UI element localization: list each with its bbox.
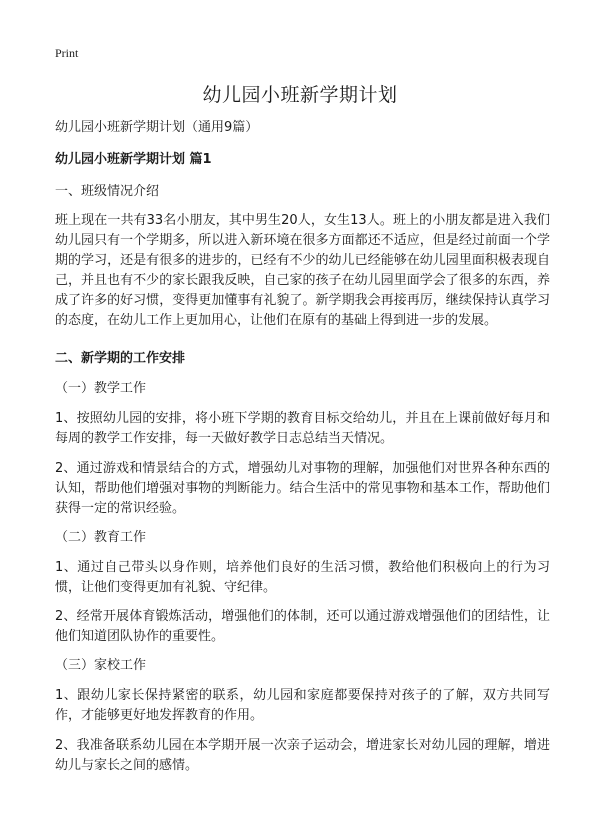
list-item-home-school-2: 2、我准备联系幼儿园在本学期开展一次亲子运动会，增进家长对幼儿园的理解，增进幼儿与家长之间的感情。 bbox=[55, 738, 550, 773]
heading-class-intro: 一、班级情况介绍 bbox=[55, 184, 160, 199]
heading-work-plan: 二、新学期的工作安排 bbox=[55, 351, 186, 366]
paragraph-class-intro: 班上现在一共有33名小朋友，其中男生20人，女生13人。班上的小朋友都是进入我们幼儿园只有一个学期多，所以进入新环境在很多方面都还不适应，但是经过前面一个学期的学习，还是有很多的进步的，已经有不少的幼儿已经能够在幼儿园里面积极表现自己，并且也有不少的家长跟我反映，自己家的孩子在幼儿园里面学会了很多的东西，养成了许多的好习惯，变得更加懂事有礼貌了。新学期我会再接再厉，继续保持认真学习的态度，在幼儿工作上更加用心，让他们在原有的基础上得到进一步的发展。 bbox=[55, 213, 550, 328]
subheading-teaching: （一）教学工作 bbox=[55, 381, 147, 396]
page-title: 幼儿园小班新学期计划 bbox=[202, 84, 398, 106]
print-link[interactable]: Print bbox=[55, 46, 79, 60]
list-item-education-1: 1、通过自己带头以身作则，培养他们良好的生活习惯，教给他们积极向上的行为习惯，让他们变得更加有礼貌、守纪律。 bbox=[55, 560, 550, 595]
list-item-education-2: 2、经常开展体育锻炼活动，增强他们的体制，还可以通过游戏增强他们的团结性，让他们知道团队协作的重要性。 bbox=[55, 609, 550, 644]
list-item-home-school-1: 1、跟幼儿家长保持紧密的联系，幼儿园和家庭都要保持对孩子的了解，双方共同写作，才能够更好地发挥教育的作用。 bbox=[55, 688, 550, 723]
subheading-home-school: （三）家校工作 bbox=[55, 658, 147, 673]
list-item-teaching-2: 2、通过游戏和情景结合的方式，增强幼儿对事物的理解，加强他们对世界各种东西的认知，帮助他们增强对事物的判断能力。结合生活中的常见事物和基本工作，帮助他们获得一定的常识经验。 bbox=[55, 461, 550, 516]
section-heading: 幼儿园小班新学期计划 篇1 bbox=[55, 152, 212, 167]
list-item-teaching-1: 1、按照幼儿园的安排，将小班下学期的教育目标交给幼儿，并且在上课前做好每月和每周的教学工作安排，每一天做好教学日志总结当天情况。 bbox=[55, 411, 550, 446]
document-subtitle: 幼儿园小班新学期计划（通用9篇） bbox=[55, 120, 259, 135]
subheading-education: （二）教育工作 bbox=[55, 530, 147, 545]
